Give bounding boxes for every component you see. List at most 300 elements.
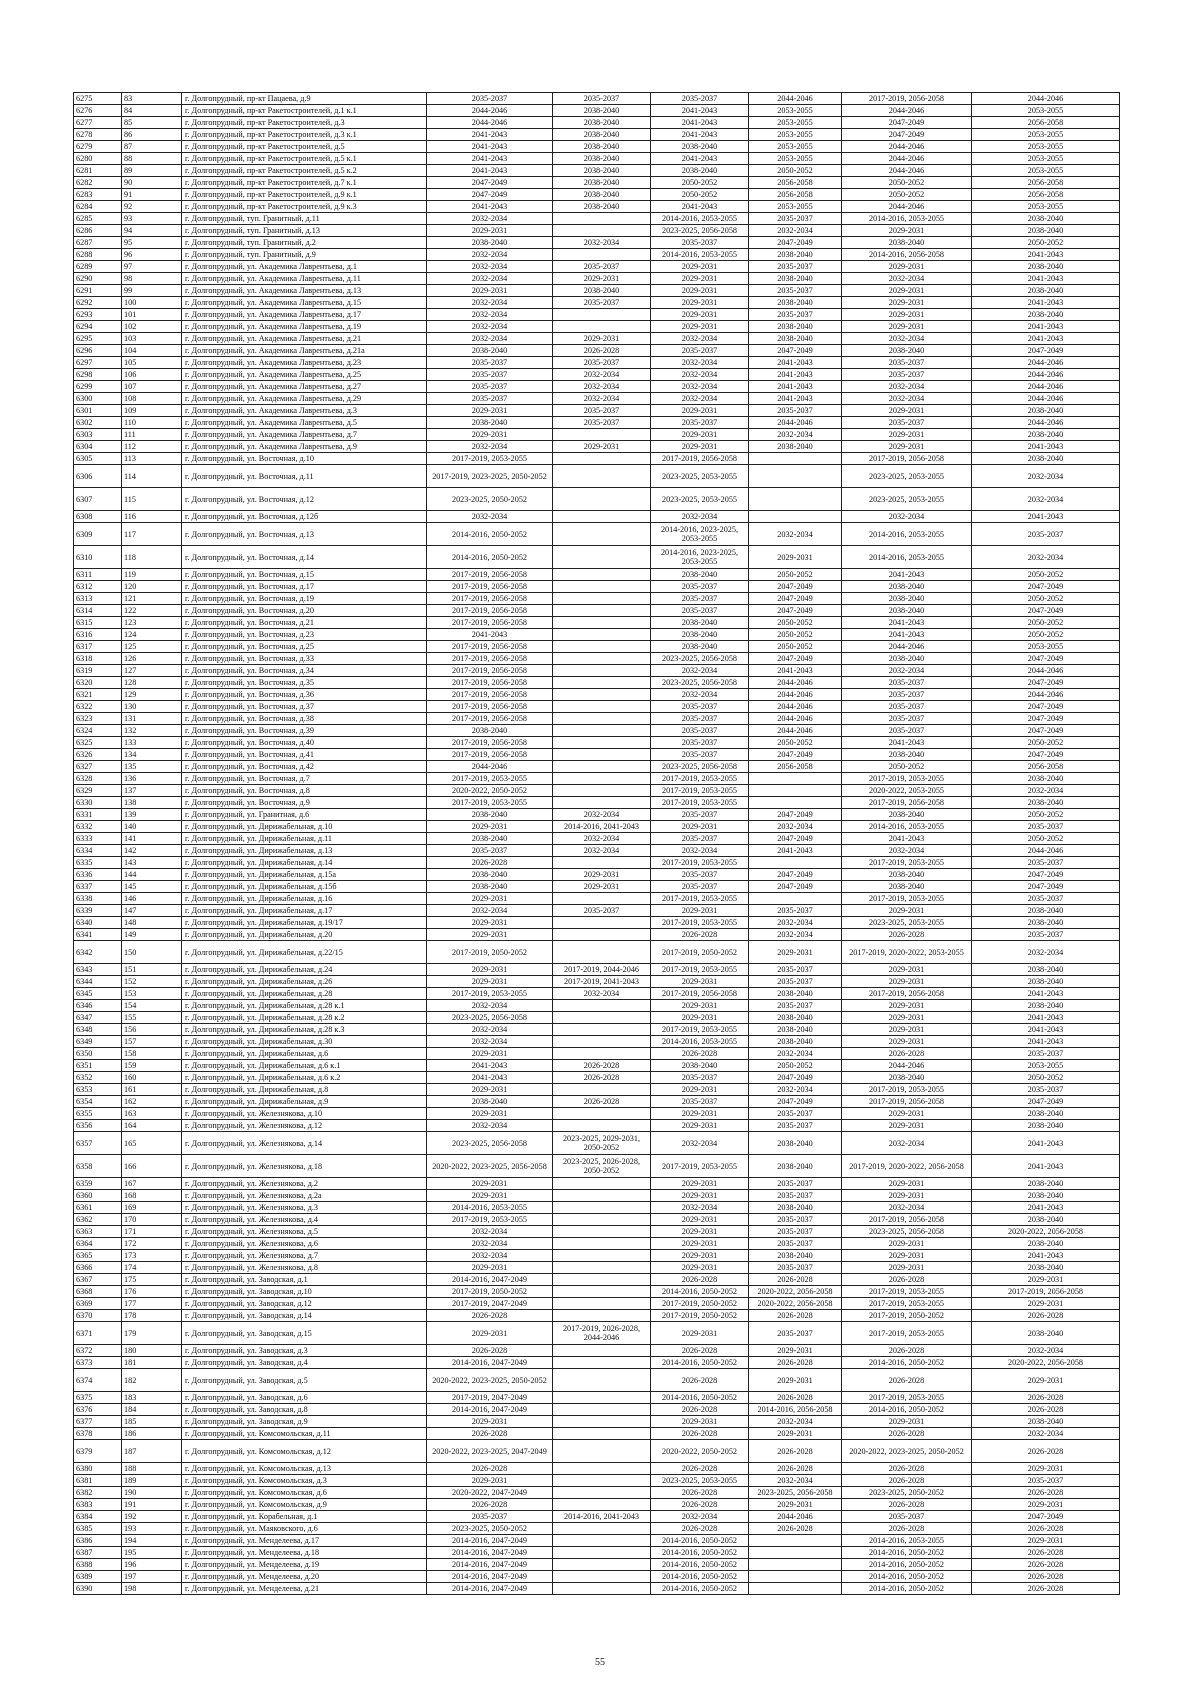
address-cell: г. Долгопрудный, ул. Восточная, д.9	[182, 797, 427, 809]
period-cell-2	[553, 929, 651, 941]
local-number: 95	[122, 237, 182, 249]
local-number: 197	[122, 1571, 182, 1583]
period-cell-2	[553, 1369, 651, 1392]
period-cell-2: 2017-2019, 2026-2028, 2044-2046	[553, 1322, 651, 1345]
local-number: 107	[122, 381, 182, 393]
record-number: 6386	[74, 1535, 122, 1547]
period-cell-5: 2026-2028	[842, 1523, 972, 1535]
period-cell-3: 2032-2034	[651, 1132, 749, 1155]
local-number: 179	[122, 1322, 182, 1345]
table-row	[74, 1499, 1120, 1511]
period-cell-5: 2035-2037	[842, 357, 972, 369]
period-cell-3: 2026-2028	[651, 1428, 749, 1440]
local-number: 163	[122, 1108, 182, 1120]
period-cell-3: 2026-2028	[651, 1345, 749, 1357]
period-cell-1: 2032-2034	[427, 297, 553, 309]
period-cell-4: 2032-2034	[749, 917, 842, 929]
period-cell-4: 2047-2049	[749, 881, 842, 893]
local-number: 87	[122, 141, 182, 153]
record-number: 6289	[74, 261, 122, 273]
table-row	[74, 737, 1120, 749]
period-cell-1: 2035-2037	[427, 381, 553, 393]
local-number: 155	[122, 1012, 182, 1024]
period-cell-5: 2029-2031	[842, 321, 972, 333]
period-cell-3: 2014-2016, 2050-2052	[651, 1357, 749, 1369]
period-cell-3: 2017-2019, 2053-2055	[651, 1024, 749, 1036]
period-cell-1: 2014-2016, 2053-2055	[427, 1202, 553, 1214]
table-row	[74, 1286, 1120, 1298]
period-cell-2: 2035-2037	[553, 261, 651, 273]
period-cell-1: 2017-2019, 2056-2058	[427, 665, 553, 677]
period-cell-3: 2029-2031	[651, 429, 749, 441]
period-cell-4	[749, 511, 842, 523]
local-number: 160	[122, 1072, 182, 1084]
local-number: 141	[122, 833, 182, 845]
period-cell-4: 2053-2055	[749, 141, 842, 153]
address-cell: г. Долгопрудный, пр-кт Ракетостроителей, д.3 к.1	[182, 129, 427, 141]
record-number: 6357	[74, 1132, 122, 1155]
address-cell: г. Долгопрудный, ул. Восточная, д.10	[182, 453, 427, 465]
local-number: 183	[122, 1392, 182, 1404]
period-cell-2	[553, 1250, 651, 1262]
record-number: 6341	[74, 929, 122, 941]
period-cell-1: 2041-2043	[427, 153, 553, 165]
period-cell-4: 2029-2031	[749, 1499, 842, 1511]
period-cell-3: 2041-2043	[651, 153, 749, 165]
period-cell-2	[553, 1178, 651, 1190]
period-cell-2	[553, 617, 651, 629]
local-number: 83	[122, 93, 182, 105]
period-cell-6: 2032-2034	[972, 785, 1120, 797]
period-cell-3: 2020-2022, 2050-2052	[651, 1440, 749, 1463]
period-cell-5: 2035-2037	[842, 677, 972, 689]
period-cell-3: 2014-2016, 2050-2052	[651, 1392, 749, 1404]
period-cell-3: 2026-2028	[651, 1487, 749, 1499]
record-number: 6293	[74, 309, 122, 321]
table-row	[74, 393, 1120, 405]
period-cell-1: 2029-2031	[427, 917, 553, 929]
period-cell-4	[749, 893, 842, 905]
table-row	[74, 105, 1120, 117]
period-cell-2: 2038-2040	[553, 165, 651, 177]
period-cell-4: 2014-2016, 2056-2058	[749, 1404, 842, 1416]
period-cell-4: 2047-2049	[749, 345, 842, 357]
address-cell: г. Долгопрудный, ул. Восточная, д.37	[182, 701, 427, 713]
record-number: 6279	[74, 141, 122, 153]
period-cell-2: 2035-2037	[553, 405, 651, 417]
table-row	[74, 1072, 1120, 1084]
period-cell-1: 2032-2034	[427, 1024, 553, 1036]
table-row	[74, 821, 1120, 833]
period-cell-3: 2017-2019, 2053-2055	[651, 893, 749, 905]
record-number: 6340	[74, 917, 122, 929]
period-cell-1: 2014-2016, 2050-2052	[427, 523, 553, 546]
address-cell: г. Долгопрудный, ул. Заводская, д.14	[182, 1310, 427, 1322]
address-cell: г. Долгопрудный, ул. Дирижабельная, д.28	[182, 988, 427, 1000]
period-cell-5: 2017-2019, 2056-2058	[842, 797, 972, 809]
period-cell-3: 2035-2037	[651, 593, 749, 605]
period-cell-1: 2032-2034	[427, 441, 553, 453]
period-cell-6: 2029-2031	[972, 1369, 1120, 1392]
period-cell-1: 2017-2019, 2056-2058	[427, 569, 553, 581]
period-cell-4: 2038-2040	[749, 1250, 842, 1262]
period-cell-4: 2056-2058	[749, 177, 842, 189]
table-row	[74, 988, 1120, 1000]
table-row	[74, 1535, 1120, 1547]
table-row	[74, 809, 1120, 821]
period-cell-5: 2032-2034	[842, 1202, 972, 1214]
table-row	[74, 653, 1120, 665]
local-number: 125	[122, 641, 182, 653]
period-cell-1: 2041-2043	[427, 129, 553, 141]
address-cell: г. Долгопрудный, ул. Академика Лаврентьева, д.21	[182, 333, 427, 345]
period-cell-2: 2032-2034	[553, 381, 651, 393]
period-cell-4: 2053-2055	[749, 105, 842, 117]
address-cell: г. Долгопрудный, ул. Заводская, д.1	[182, 1274, 427, 1286]
period-cell-1: 2032-2034	[427, 333, 553, 345]
local-number: 115	[122, 488, 182, 511]
period-cell-6: 2056-2058	[972, 761, 1120, 773]
address-cell: г. Долгопрудный, ул. Восточная, д.20	[182, 605, 427, 617]
period-cell-6: 2050-2052	[972, 569, 1120, 581]
period-cell-2	[553, 1547, 651, 1559]
table-row	[74, 357, 1120, 369]
address-cell: г. Долгопрудный, туп. Гранитный, д.9	[182, 249, 427, 261]
address-cell: г. Долгопрудный, ул. Академика Лаврентьева, д.19	[182, 321, 427, 333]
record-number: 6384	[74, 1511, 122, 1523]
record-number: 6320	[74, 677, 122, 689]
period-cell-1: 2017-2019, 2050-2052	[427, 941, 553, 964]
table-row	[74, 1048, 1120, 1060]
period-cell-6: 2050-2052	[972, 593, 1120, 605]
period-cell-4: 2053-2055	[749, 129, 842, 141]
period-cell-2	[553, 429, 651, 441]
local-number: 156	[122, 1024, 182, 1036]
local-number: 117	[122, 523, 182, 546]
period-cell-3: 2041-2043	[651, 201, 749, 213]
period-cell-1: 2035-2037	[427, 369, 553, 381]
period-cell-2: 2038-2040	[553, 285, 651, 297]
period-cell-3: 2014-2016, 2050-2052	[651, 1286, 749, 1298]
period-cell-4: 2050-2052	[749, 1060, 842, 1072]
period-cell-5: 2014-2016, 2050-2052	[842, 1547, 972, 1559]
period-cell-3: 2017-2019, 2053-2055	[651, 917, 749, 929]
record-number: 6284	[74, 201, 122, 213]
period-cell-3: 2014-2016, 2053-2055	[651, 213, 749, 225]
period-cell-6: 2050-2052	[972, 629, 1120, 641]
period-cell-4: 2053-2055	[749, 117, 842, 129]
address-cell: г. Долгопрудный, ул. Дирижабельная, д.30	[182, 1036, 427, 1048]
period-cell-4: 2032-2034	[749, 821, 842, 833]
period-cell-3: 2032-2034	[651, 381, 749, 393]
period-cell-4: 2032-2034	[749, 1475, 842, 1487]
period-cell-2: 2026-2028	[553, 1096, 651, 1108]
address-cell: г. Долгопрудный, пр-кт Ракетостроителей, д.9 к.3	[182, 201, 427, 213]
period-cell-2: 2032-2034	[553, 845, 651, 857]
period-cell-6: 2038-2040	[972, 429, 1120, 441]
record-number: 6364	[74, 1238, 122, 1250]
period-cell-2	[553, 737, 651, 749]
period-cell-3: 2035-2037	[651, 605, 749, 617]
table-row	[74, 1559, 1120, 1571]
period-cell-3: 2029-2031	[651, 1416, 749, 1428]
record-number: 6277	[74, 117, 122, 129]
period-cell-3: 2038-2040	[651, 641, 749, 653]
period-cell-2	[553, 797, 651, 809]
period-cell-6: 2029-2031	[972, 1535, 1120, 1547]
table-row	[74, 405, 1120, 417]
table-row	[74, 857, 1120, 869]
address-cell: г. Долгопрудный, пр-кт Ракетостроителей, д.5 к.2	[182, 165, 427, 177]
address-cell: г. Долгопрудный, ул. Комсомольская, д.9	[182, 1499, 427, 1511]
record-number: 6322	[74, 701, 122, 713]
period-cell-3: 2035-2037	[651, 869, 749, 881]
period-cell-3: 2041-2043	[651, 105, 749, 117]
local-number: 99	[122, 285, 182, 297]
period-cell-3: 2032-2034	[651, 1511, 749, 1523]
record-number: 6314	[74, 605, 122, 617]
period-cell-4: 2050-2052	[749, 641, 842, 653]
period-cell-4: 2047-2049	[749, 605, 842, 617]
period-cell-3: 2026-2028	[651, 1499, 749, 1511]
period-cell-3: 2038-2040	[651, 617, 749, 629]
period-cell-6: 2041-2043	[972, 273, 1120, 285]
table-row	[74, 713, 1120, 725]
address-cell: г. Долгопрудный, ул. Восточная, д.36	[182, 689, 427, 701]
period-cell-6: 2038-2040	[972, 1238, 1120, 1250]
record-number: 6346	[74, 1000, 122, 1012]
period-cell-5: 2038-2040	[842, 581, 972, 593]
period-cell-2	[553, 1238, 651, 1250]
period-cell-6: 2050-2052	[972, 1072, 1120, 1084]
period-cell-2	[553, 488, 651, 511]
period-cell-1: 2017-2019, 2056-2058	[427, 593, 553, 605]
period-cell-1: 2029-2031	[427, 1108, 553, 1120]
table-row	[74, 905, 1120, 917]
period-cell-5: 2035-2037	[842, 713, 972, 725]
period-cell-6: 2044-2046	[972, 381, 1120, 393]
local-number: 113	[122, 453, 182, 465]
period-cell-1: 2032-2034	[427, 1120, 553, 1132]
period-cell-1: 2044-2046	[427, 105, 553, 117]
period-cell-3: 2035-2037	[651, 725, 749, 737]
period-cell-4: 2035-2037	[749, 1190, 842, 1202]
table-row	[74, 677, 1120, 689]
period-cell-1: 2029-2031	[427, 405, 553, 417]
period-cell-3: 2032-2034	[651, 1202, 749, 1214]
period-cell-4	[749, 857, 842, 869]
period-cell-6: 2038-2040	[972, 1262, 1120, 1274]
period-cell-6: 2041-2043	[972, 333, 1120, 345]
period-cell-5: 2032-2034	[842, 845, 972, 857]
address-cell: г. Долгопрудный, ул. Заводская, д.3	[182, 1345, 427, 1357]
local-number: 128	[122, 677, 182, 689]
table-row	[74, 1024, 1120, 1036]
period-cell-5: 2029-2031	[842, 1190, 972, 1202]
period-cell-3: 2041-2043	[651, 129, 749, 141]
period-cell-2: 2032-2034	[553, 369, 651, 381]
table-row	[74, 117, 1120, 129]
address-cell: г. Долгопрудный, ул. Дирижабельная, д.6 к.1	[182, 1060, 427, 1072]
address-cell: г. Долгопрудный, ул. Восточная, д.14	[182, 546, 427, 569]
period-cell-2	[553, 1428, 651, 1440]
period-cell-4: 2053-2055	[749, 201, 842, 213]
period-cell-6: 2041-2043	[972, 297, 1120, 309]
period-cell-2	[553, 1440, 651, 1463]
record-number: 6286	[74, 225, 122, 237]
period-cell-5: 2029-2031	[842, 309, 972, 321]
period-cell-5: 2014-2016, 2056-2058	[842, 249, 972, 261]
local-number: 129	[122, 689, 182, 701]
period-cell-3: 2032-2034	[651, 369, 749, 381]
period-cell-4: 2035-2037	[749, 1322, 842, 1345]
period-cell-4: 2035-2037	[749, 1238, 842, 1250]
local-number: 142	[122, 845, 182, 857]
local-number: 182	[122, 1369, 182, 1392]
period-cell-1: 2032-2034	[427, 213, 553, 225]
period-cell-6: 2035-2037	[972, 1048, 1120, 1060]
period-cell-2: 2032-2034	[553, 393, 651, 405]
table-row	[74, 701, 1120, 713]
address-cell: г. Долгопрудный, ул. Заводская, д.9	[182, 1416, 427, 1428]
address-cell: г. Долгопрудный, ул. Дирижабельная, д.14	[182, 857, 427, 869]
period-cell-4: 2044-2046	[749, 713, 842, 725]
record-number: 6385	[74, 1523, 122, 1535]
period-cell-2	[553, 581, 651, 593]
period-cell-6: 2038-2040	[972, 225, 1120, 237]
period-cell-3: 2029-2031	[651, 441, 749, 453]
period-cell-4: 2041-2043	[749, 369, 842, 381]
local-number: 122	[122, 605, 182, 617]
address-cell: г. Долгопрудный, ул. Заводская, д.4	[182, 1357, 427, 1369]
record-number: 6353	[74, 1084, 122, 1096]
period-cell-1: 2017-2019, 2056-2058	[427, 581, 553, 593]
period-cell-3: 2014-2016, 2050-2052	[651, 1583, 749, 1595]
address-cell: г. Долгопрудный, ул. Железнякова, д.8	[182, 1262, 427, 1274]
record-number: 6311	[74, 569, 122, 581]
period-cell-6: 2038-2040	[972, 1214, 1120, 1226]
address-cell: г. Долгопрудный, ул. Дирижабельная, д.24	[182, 964, 427, 976]
period-cell-4	[749, 1571, 842, 1583]
address-cell: г. Долгопрудный, ул. Академика Лаврентьева, д.27	[182, 381, 427, 393]
period-cell-3: 2017-2019, 2050-2052	[651, 1310, 749, 1322]
period-cell-4: 2029-2031	[749, 1428, 842, 1440]
period-cell-5: 2017-2019, 2053-2055	[842, 893, 972, 905]
period-cell-6: 2038-2040	[972, 905, 1120, 917]
period-cell-1: 2041-2043	[427, 1072, 553, 1084]
period-cell-1: 2032-2034	[427, 1226, 553, 1238]
period-cell-1: 2026-2028	[427, 1310, 553, 1322]
period-cell-6: 2038-2040	[972, 773, 1120, 785]
record-number: 6325	[74, 737, 122, 749]
period-cell-3: 2017-2019, 2056-2058	[651, 988, 749, 1000]
period-cell-2	[553, 761, 651, 773]
period-cell-6: 2032-2034	[972, 1428, 1120, 1440]
table-row	[74, 1250, 1120, 1262]
table-row	[74, 165, 1120, 177]
period-cell-2	[553, 605, 651, 617]
period-cell-5: 2041-2043	[842, 569, 972, 581]
period-cell-6: 2026-2028	[972, 1404, 1120, 1416]
period-cell-1: 2032-2034	[427, 273, 553, 285]
record-number: 6356	[74, 1120, 122, 1132]
period-cell-4: 2056-2058	[749, 189, 842, 201]
period-cell-4: 2047-2049	[749, 237, 842, 249]
record-number: 6316	[74, 629, 122, 641]
period-cell-6: 2047-2049	[972, 713, 1120, 725]
local-number: 164	[122, 1120, 182, 1132]
period-cell-5: 2044-2046	[842, 1060, 972, 1072]
period-cell-2: 2035-2037	[553, 93, 651, 105]
local-number: 154	[122, 1000, 182, 1012]
address-cell: г. Долгопрудный, ул. Академика Лаврентьева, д.3	[182, 405, 427, 417]
address-cell: г. Долгопрудный, ул. Дирижабельная, д.26	[182, 976, 427, 988]
period-cell-6: 2044-2046	[972, 665, 1120, 677]
local-number: 102	[122, 321, 182, 333]
period-cell-2	[553, 1416, 651, 1428]
period-cell-6: 2041-2043	[972, 1202, 1120, 1214]
period-cell-5: 2050-2052	[842, 177, 972, 189]
period-cell-3: 2014-2016, 2053-2055	[651, 249, 749, 261]
period-cell-5: 2017-2019, 2056-2058	[842, 1214, 972, 1226]
period-cell-3: 2014-2016, 2023-2025, 2053-2055	[651, 546, 749, 569]
record-number: 6287	[74, 237, 122, 249]
period-cell-6: 2047-2049	[972, 581, 1120, 593]
record-number: 6308	[74, 511, 122, 523]
local-number: 136	[122, 773, 182, 785]
table-row	[74, 237, 1120, 249]
period-cell-2	[553, 1571, 651, 1583]
period-cell-4: 2035-2037	[749, 905, 842, 917]
period-cell-2: 2038-2040	[553, 117, 651, 129]
period-cell-1: 2014-2016, 2047-2049	[427, 1404, 553, 1416]
period-cell-2	[553, 1499, 651, 1511]
record-number: 6278	[74, 129, 122, 141]
address-cell: г. Долгопрудный, ул. Дирижабельная, д.19/17	[182, 917, 427, 929]
page-number: 55	[595, 1657, 605, 1668]
period-cell-3: 2035-2037	[651, 701, 749, 713]
record-number: 6335	[74, 857, 122, 869]
local-number: 158	[122, 1048, 182, 1060]
period-cell-5: 2014-2016, 2050-2052	[842, 1357, 972, 1369]
period-cell-3: 2032-2034	[651, 689, 749, 701]
period-cell-4	[749, 797, 842, 809]
period-cell-4: 2035-2037	[749, 1108, 842, 1120]
period-cell-2: 2032-2034	[553, 833, 651, 845]
period-cell-4: 2044-2046	[749, 725, 842, 737]
address-cell: г. Долгопрудный, туп. Гранитный, д.13	[182, 225, 427, 237]
table-row	[74, 1357, 1120, 1369]
period-cell-4: 2038-2040	[749, 321, 842, 333]
period-cell-2: 2026-2028	[553, 1060, 651, 1072]
record-number: 6299	[74, 381, 122, 393]
period-cell-5: 2017-2019, 2053-2055	[842, 857, 972, 869]
period-cell-1: 2017-2019, 2056-2058	[427, 701, 553, 713]
period-cell-1: 2044-2046	[427, 761, 553, 773]
period-cell-4: 2044-2046	[749, 689, 842, 701]
address-cell: г. Долгопрудный, ул. Дирижабельная, д.28 к.3	[182, 1024, 427, 1036]
period-cell-2: 2029-2031	[553, 441, 651, 453]
period-cell-5: 2032-2034	[842, 393, 972, 405]
period-cell-6: 2038-2040	[972, 309, 1120, 321]
period-cell-6: 2032-2034	[972, 941, 1120, 964]
table-row	[74, 1120, 1120, 1132]
table-row	[74, 333, 1120, 345]
period-cell-6: 2041-2043	[972, 1155, 1120, 1178]
period-cell-3: 2029-2031	[651, 1084, 749, 1096]
local-number: 195	[122, 1547, 182, 1559]
period-cell-6: 2038-2040	[972, 976, 1120, 988]
